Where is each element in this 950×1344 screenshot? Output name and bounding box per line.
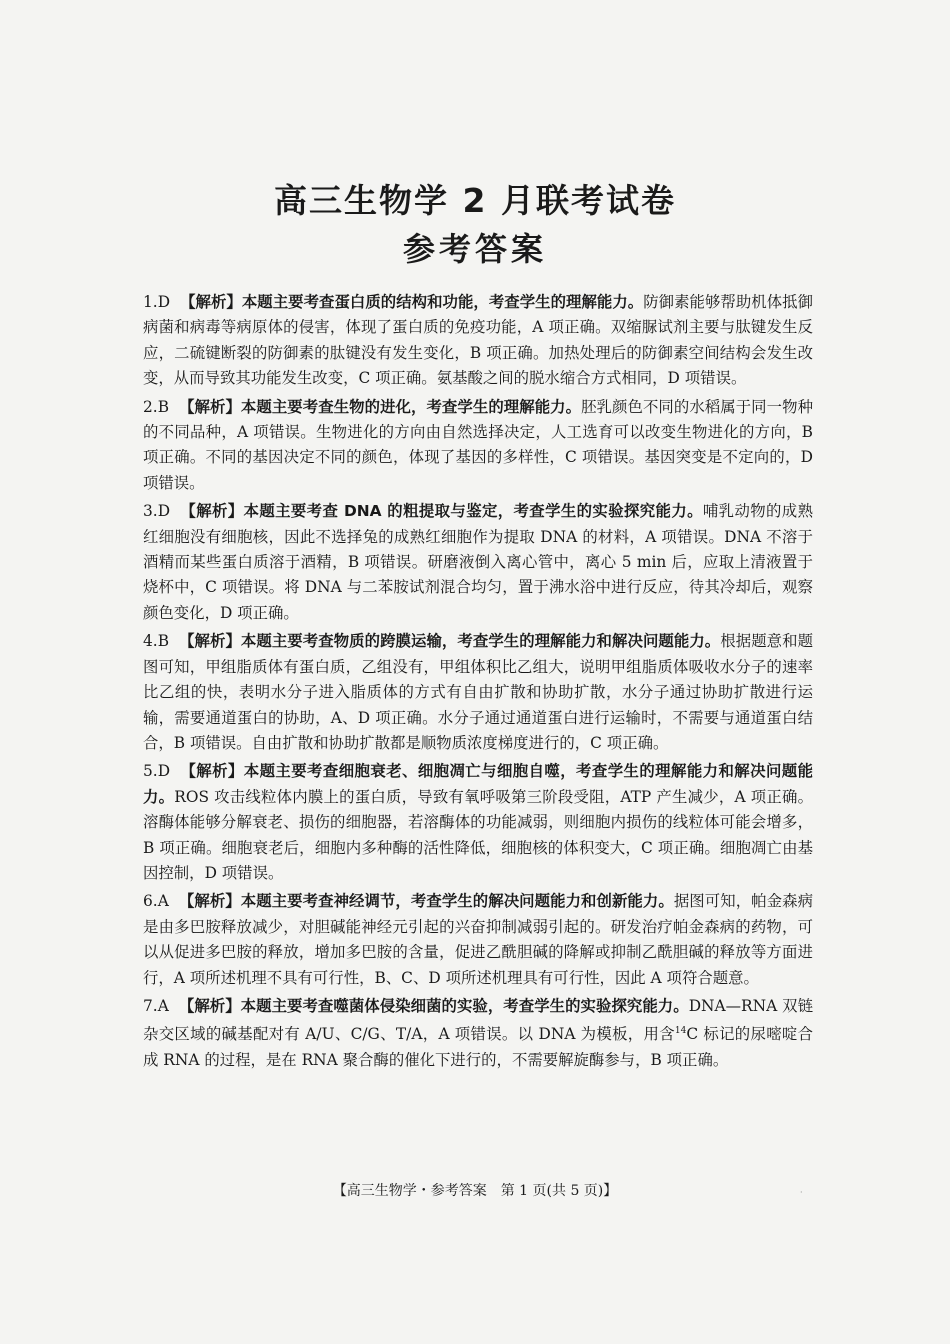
analysis-tag: 【解析】 [179, 632, 241, 651]
explanation-text: 胚乳颜色不同的水稻属于同一物种的不同品种，A 项错误。生物进化的方向由自然选择决定，人工选育可以改变生物进化的方向，B 项正确。不同的基因决定不同的颜色，体现了基因的多样性，C 项错误。基因突变是不定向的，D 项错误。 [143, 397, 813, 492]
analysis-tag: 【解析】 [179, 397, 241, 416]
page-footer: 【高三生物学・参考答案 第 1 页(共 5 页)】 [332, 1183, 618, 1199]
answer-item-2 [143, 395, 813, 497]
analysis-tag: 【解析】 [180, 502, 244, 521]
item-number: 4.B [143, 632, 169, 651]
explanation-text: 根据题意和题图可知，甲组脂质体有蛋白质，乙组没有，甲组体积比乙组大，说明甲组脂质体吸收水分子的速率比乙组的快，表明水分子进入脂质体的方式有自由扩散和协助扩散，水分子通过协助扩散进行运输，需要通道蛋白的协助，A、D 项正确。水分子通过通道蛋白进行运输时，不需要与通道蛋白结合，B 项错误。自由扩散和协助扩散都是顺物质浓度梯度进行的，C 项正确。 [143, 632, 813, 752]
explanation-text: ROS 攻击线粒体内膜上的蛋白质，导致有氧呼吸第三阶段受阻，ATP 产生减少，A 项正确。溶酶体能够分解衰老、损伤的细胞器，若溶酶体的功能减弱，则细胞内损伤的线粒体可能会增多，B 项正确。细胞衰老后，细胞内多种酶的活性降低，细胞核的体积变大，C 项正确。细胞凋亡由基因控制，D 项错误。 [143, 787, 813, 882]
title-block [0, 176, 950, 272]
item-number: 5.D [143, 762, 171, 781]
explanation-text-cont: C 标记的尿嘧啶合成 RNA 的过程，是在 RNA 聚合酶的催化下进行的，不需要解旋酶参与，B 项正确。 [143, 1025, 813, 1069]
topic-lead: 本题主要考查物质的跨膜运输，考查学生的理解能力和解决问题能力。 [240, 632, 721, 651]
item-number: 3.D [143, 502, 171, 521]
answer-item-5 [143, 759, 813, 886]
answer-list [143, 290, 813, 1076]
item-number: 1.D [143, 293, 171, 311]
topic-lead: 本题主要考查蛋白质的结构和功能，考查学生的理解能力。 [241, 293, 644, 311]
isotope-superscript: 14 [674, 1026, 687, 1037]
answer-item-4 [143, 629, 813, 756]
answer-item-6 [143, 889, 813, 991]
topic-lead: 本题主要考查神经调节，考查学生的解决问题能力和创新能力。 [240, 892, 674, 911]
analysis-tag: 【解析】 [178, 996, 241, 1015]
answer-item-3 [143, 499, 813, 626]
analysis-tag: 【解析】 [180, 762, 244, 781]
explanation-text: DNA—RNA 双链杂交区域的碱基配对有 A/U、C/G、T/A，A 项错误。以 DNA 为模板，用含 [143, 996, 813, 1044]
answer-item-7 [143, 994, 813, 1073]
analysis-tag: 【解析】 [178, 892, 241, 911]
explanation-text: 据图可知，帕金森病是由多巴胺释放减少，对胆碱能神经元引起的兴奋抑制减弱引起的。研发治疗帕金森病的药物，可以从促进多巴胺的释放，增加多巴胺的含量，促进乙酰胆碱的降解或抑制乙酰胆碱的释放等方面进行，A 项所述机理不具有可行性，B、C、D 项所述机理具有可行性，因此 A 项符合题意。 [143, 892, 813, 987]
page-subtitle: 参考答案 [402, 230, 547, 268]
explanation-text: 防御素能够帮助机体抵御病菌和病毒等病原体的侵害，体现了蛋白质的免疫功能，A 项正确。双缩脲试剂主要与肽键发生反应，二硫键断裂的防御素的肽键没有发生变化，B 项正确。加热处理后的防御素空间结构会发生改变，从而导致其功能发生改变，C 项正确。氨基酸之间的脱水缩合方式相同，D 项错误。 [143, 293, 813, 388]
item-number: 7.A [143, 996, 169, 1015]
page-title: 高三生物学 2 月联考试卷 [274, 181, 676, 220]
topic-lead: 本题主要考查生物的进化，考查学生的理解能力。 [240, 397, 582, 416]
item-number: 2.B [143, 397, 169, 416]
scan-speck: · [800, 1188, 803, 1197]
topic-lead: 本题主要考查噬菌体侵染细菌的实验，考查学生的实验探究能力。 [240, 996, 689, 1015]
answer-item-1 [143, 290, 813, 392]
explanation-text: 哺乳动物的成熟红细胞没有细胞核，因此不选择兔的成熟红细胞作为提取 DNA 的材料，A 项错误。DNA 不溶于酒精而某些蛋白质溶于酒精，B 项错误。研磨液倒入离心管中，离心 5 min 后，应取上清液置于烧杯中，C 项错误。将 DNA 与二苯胺试剂混合均匀，置于沸水浴中进行反应，待其冷却后，观察颜色变化，D 项正确。 [143, 502, 813, 622]
topic-lead: 本题主要考查 DNA 的粗提取与鉴定，考查学生的实验探究能力。 [243, 502, 703, 521]
item-number: 6.A [143, 892, 169, 911]
analysis-tag: 【解析】 [180, 293, 242, 311]
topic-lead: 本题主要考查细胞衰老、细胞凋亡与细胞自噬，考查学生的理解能力和解决问题能力。 [143, 762, 813, 806]
